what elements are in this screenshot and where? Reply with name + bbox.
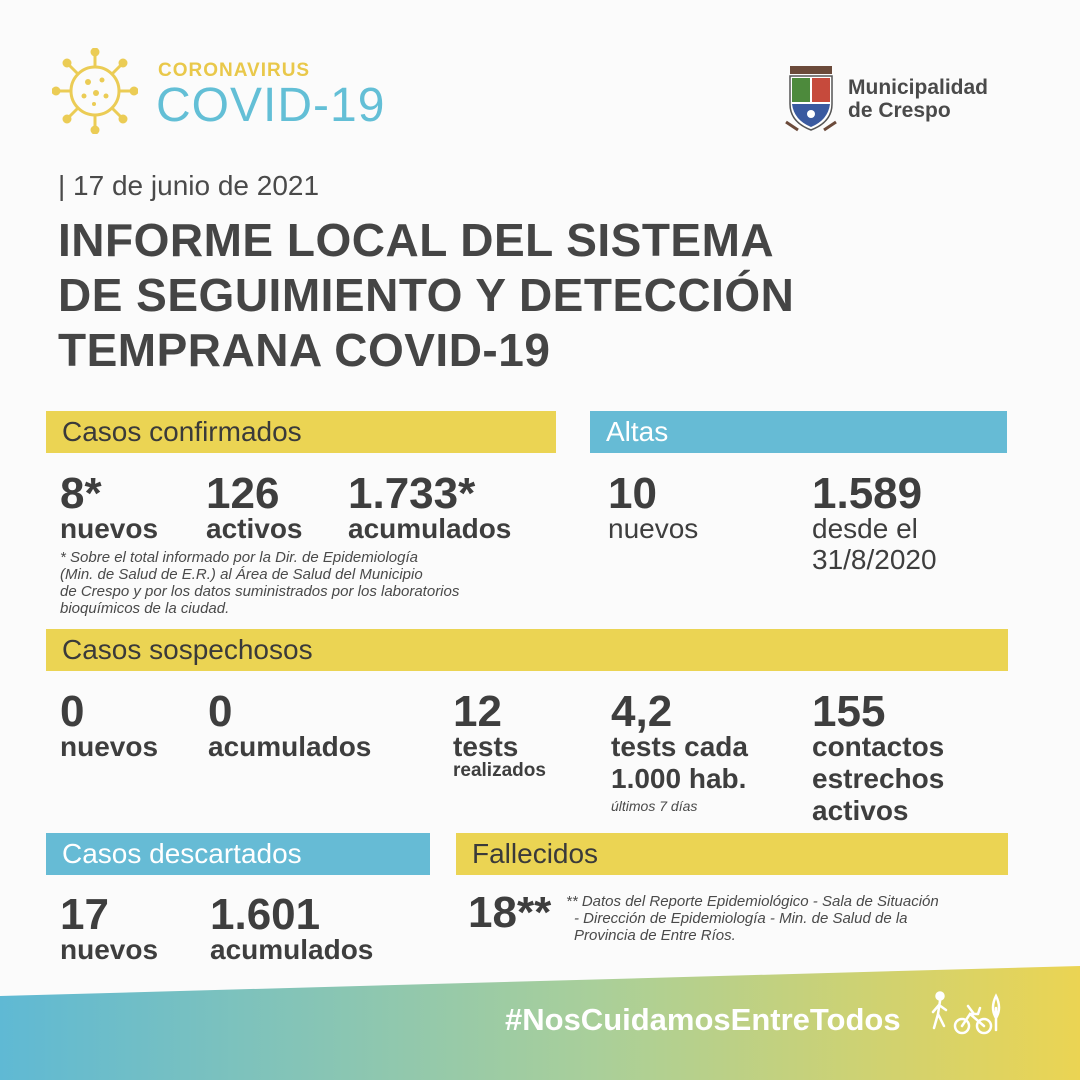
walking-cycling-icon	[930, 988, 1010, 1038]
sospechosos-header: Casos sospechosos	[46, 629, 1008, 671]
report-date: | 17 de junio de 2021	[58, 170, 320, 201]
fallecidos-header: Fallecidos	[456, 833, 1008, 875]
confirmados-note-line: (Min. de Salud de E.R.) al Área de Salud del Municipio	[60, 566, 423, 583]
sospechosos-acumulados-value: 0	[208, 687, 233, 736]
contactos-label3: activos	[812, 795, 909, 826]
descartados-acumulados-label: acumulados	[210, 934, 374, 965]
tests-value: 12	[453, 687, 502, 736]
fallecidos-value: 18**	[468, 888, 552, 937]
confirmados-activos-label: activos	[206, 513, 303, 544]
brand-big-label: COVID-19	[156, 79, 386, 132]
hashtag: #NosCuidamosEntreTodos	[505, 1002, 901, 1037]
altas-header: Altas	[590, 411, 1007, 453]
confirmados-acumulados-value: 1.733*	[348, 469, 476, 518]
tests-label1: tests	[453, 731, 519, 762]
altas-total-value: 1.589	[812, 469, 923, 518]
fallecidos-footnote	[566, 893, 939, 944]
altas-total-label1: desde el	[812, 513, 918, 544]
confirmados-note-line: bioquímicos de la ciudad.	[60, 600, 230, 617]
brand-small-label: CORONAVIRUS	[158, 60, 311, 81]
altas-total-label2: 31/8/2020	[812, 544, 937, 575]
sospechosos-acumulados-label: acumulados	[208, 731, 372, 762]
tests-cada-note: últimos 7 días	[611, 798, 698, 814]
confirmados-note-line: de Crespo y por los datos suministrados por los laboratorios	[60, 583, 460, 600]
fallecidos-note-line: Provincia de Entre Ríos.	[574, 927, 736, 944]
tests-cada-label1: tests cada	[611, 731, 748, 762]
report-title	[58, 213, 794, 378]
confirmados-nuevos-label: nuevos	[60, 513, 159, 544]
confirmados-header: Casos confirmados	[46, 411, 556, 453]
contactos-label1: contactos	[812, 731, 945, 762]
contactos-value: 155	[812, 687, 886, 736]
sospechosos-nuevos-label: nuevos	[60, 731, 159, 762]
fallecidos-note-line: ** Datos del Reporte Epidemiológico - Sala de Situación	[566, 893, 939, 910]
confirmados-footnote	[60, 549, 459, 617]
crest-icon	[784, 64, 838, 134]
tests-cada-value: 4,2	[611, 687, 673, 736]
contactos-label2: estrechos	[812, 763, 945, 794]
confirmados-note-line: * Sobre el total informado por la Dir. de Epidemiología	[60, 549, 418, 566]
virus-icon	[52, 48, 138, 134]
tests-cada-label2: 1.000 hab.	[611, 763, 747, 794]
confirmados-nuevos-value: 8*	[60, 469, 102, 518]
altas-nuevos-value: 10	[608, 469, 657, 518]
confirmados-acumulados-label: acumulados	[348, 513, 512, 544]
descartados-header: Casos descartados	[46, 833, 430, 875]
altas-nuevos-label: nuevos	[608, 513, 699, 544]
municipality-line2: de Crespo	[848, 99, 951, 122]
descartados-nuevos-label: nuevos	[60, 934, 159, 965]
tests-label2: realizados	[453, 760, 546, 781]
descartados-nuevos-value: 17	[60, 890, 109, 939]
title-line2: DE SEGUIMIENTO Y DETECCIÓN	[58, 269, 795, 321]
sospechosos-nuevos-value: 0	[60, 687, 85, 736]
title-line3: TEMPRANA COVID-19	[58, 324, 551, 376]
confirmados-activos-value: 126	[206, 469, 280, 518]
title-line1: INFORME LOCAL DEL SISTEMA	[58, 214, 775, 266]
municipality-name	[848, 76, 988, 122]
municipality-line1: Municipalidad	[848, 76, 989, 99]
fallecidos-note-line: - Dirección de Epidemiología - Min. de Salud de la	[574, 910, 908, 927]
descartados-acumulados-value: 1.601	[210, 890, 321, 939]
